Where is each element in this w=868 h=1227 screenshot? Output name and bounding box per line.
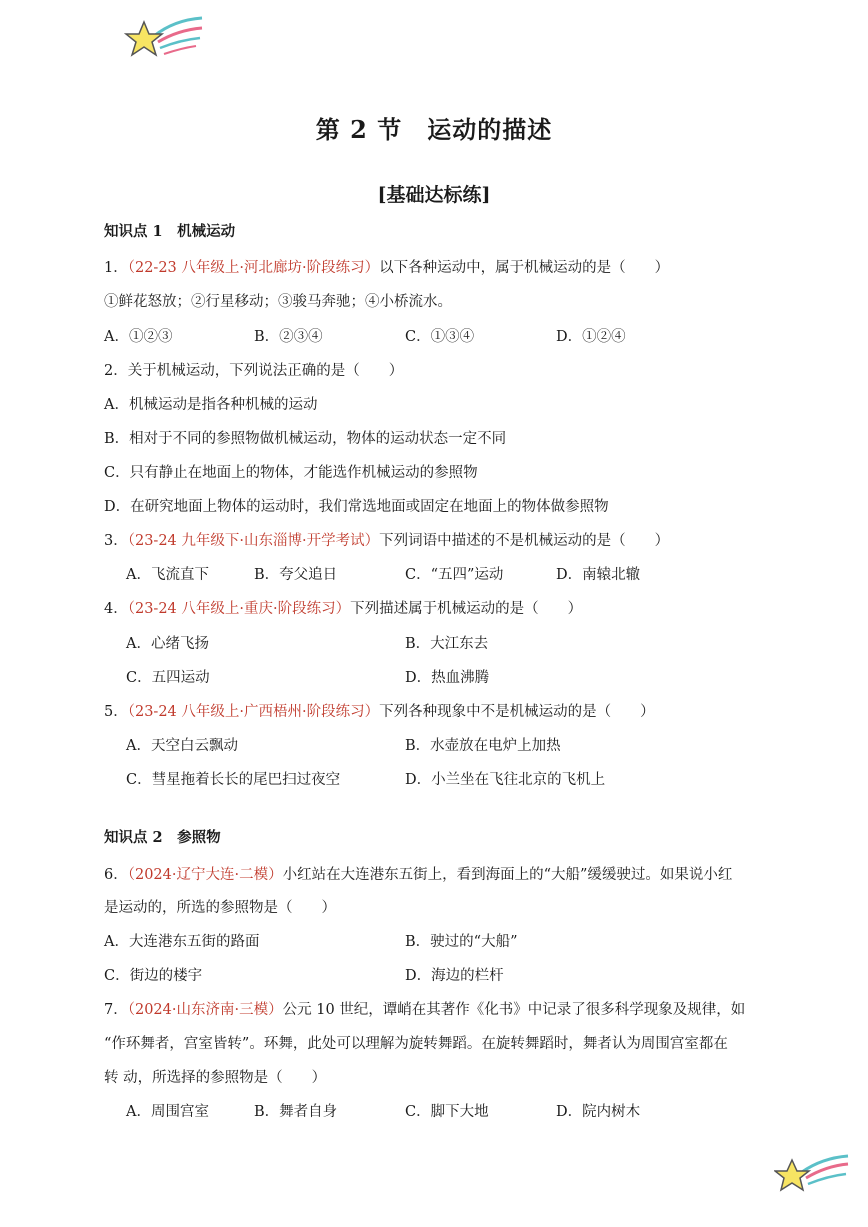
- option-c[interactable]: C．①③④: [405, 329, 475, 345]
- shooting-star-icon: [124, 14, 204, 66]
- question-6: [104, 865, 732, 885]
- question-1-items: ①鲜花怒放；②行星移动；③骏马奔驰；④小桥流水。: [104, 294, 452, 310]
- question-2: 2．关于机械运动，下列说法正确的是（ ）: [104, 363, 404, 379]
- option-c[interactable]: C．彗星拖着长长的尾巴扫过夜空: [126, 772, 341, 788]
- question-source: （2024·山东济南·三模）: [127, 1002, 283, 1018]
- option-a[interactable]: A．①②③: [104, 329, 173, 345]
- option-d[interactable]: D．热血沸腾: [405, 670, 490, 686]
- question-number: 4．: [104, 601, 128, 617]
- question-text: 小红站在大连港东五街上，看到海面上的“大船”缓缓驶过。如果说小红: [282, 867, 733, 883]
- option-a[interactable]: A．机械运动是指各种机械的运动: [104, 397, 318, 413]
- option-d[interactable]: D．南辕北辙: [556, 567, 641, 583]
- section-heading: [基础达标练]: [377, 184, 491, 206]
- option-a[interactable]: A．大连港东五街的路面: [104, 934, 260, 950]
- option-b[interactable]: B．相对于不同的参照物做机械运动，物体的运动状态一定不同: [104, 431, 507, 447]
- option-a[interactable]: A．心绪飞扬: [126, 636, 209, 652]
- option-b[interactable]: B．驶过的“大船”: [405, 934, 518, 950]
- question-text: 下列各种现象中不是机械运动的是（ ）: [379, 704, 655, 720]
- question-7: [104, 1000, 745, 1020]
- option-a[interactable]: A．周围宫室: [126, 1104, 209, 1120]
- question-number: 3．: [104, 533, 128, 549]
- question-7-continued: 转 动，所选择的参照物是（ ）: [104, 1070, 327, 1086]
- page-title: 第 2 节 运动的描述: [315, 115, 553, 144]
- question-6-continued: 是运动的，所选的参照物是（ ）: [104, 900, 336, 916]
- option-d[interactable]: D．海边的栏杆: [405, 968, 504, 984]
- knowledge-point-1: 知识点 1 机械运动: [104, 223, 236, 240]
- question-number: 6．: [104, 867, 128, 883]
- option-b[interactable]: B．②③④: [254, 329, 323, 345]
- question-text: 公元 10 世纪，谭峭在其著作《化书》中记录了很多科学现象及规律，如: [282, 1002, 746, 1018]
- question-number: 1．: [104, 260, 128, 276]
- option-d[interactable]: D．①②④: [556, 329, 626, 345]
- option-b[interactable]: B．舞者自身: [254, 1104, 338, 1120]
- question-3: [104, 531, 669, 551]
- question-1: [104, 258, 669, 278]
- question-text: 下列词语中描述的不是机械运动的是（ ）: [379, 533, 670, 549]
- option-d[interactable]: D．院内树木: [556, 1104, 641, 1120]
- question-source: （23-24 八年级上·重庆·阶段练习）: [127, 601, 351, 617]
- question-5: [104, 702, 655, 722]
- option-a[interactable]: A．飞流直下: [126, 567, 209, 583]
- question-source: （23-24 八年级上·广西梧州·阶段练习）: [127, 704, 380, 720]
- option-c[interactable]: C．五四运动: [126, 670, 210, 686]
- option-d[interactable]: D．小兰坐在飞往北京的飞机上: [405, 772, 606, 788]
- question-text: 以下各种运动中，属于机械运动的是（ ）: [379, 260, 670, 276]
- shooting-star-icon: [774, 1152, 850, 1200]
- option-c[interactable]: C．脚下大地: [405, 1104, 489, 1120]
- option-b[interactable]: B．夸父追日: [254, 567, 338, 583]
- question-source: （22-23 八年级上·河北廊坊·阶段练习）: [127, 260, 380, 276]
- knowledge-point-2: 知识点 2 参照物: [104, 829, 221, 846]
- question-text: 下列描述属于机械运动的是（ ）: [350, 601, 583, 617]
- question-7-continued: “作环舞者，宫室皆转”。环舞，此处可以理解为旋转舞蹈。在旋转舞蹈时，舞者认为周围宫室都在: [104, 1036, 728, 1052]
- option-c[interactable]: C．街边的楼宇: [104, 968, 203, 984]
- question-source: （2024·辽宁大连·二模）: [127, 867, 283, 883]
- option-c[interactable]: C．只有静止在地面上的物体，才能选作机械运动的参照物: [104, 465, 478, 481]
- option-a[interactable]: A．天空白云飘动: [126, 738, 238, 754]
- question-4: [104, 599, 582, 619]
- question-source: （23-24 九年级下·山东淄博·开学考试）: [127, 533, 380, 549]
- option-b[interactable]: B．水壶放在电炉上加热: [405, 738, 561, 754]
- option-c[interactable]: C．“五四”运动: [405, 567, 504, 583]
- option-d[interactable]: D．在研究地面上物体的运动时，我们常选地面或固定在地面上的物体做参照物: [104, 499, 609, 515]
- option-b[interactable]: B．大江东去: [405, 636, 489, 652]
- question-number: 5．: [104, 704, 128, 720]
- question-number: 7．: [104, 1002, 128, 1018]
